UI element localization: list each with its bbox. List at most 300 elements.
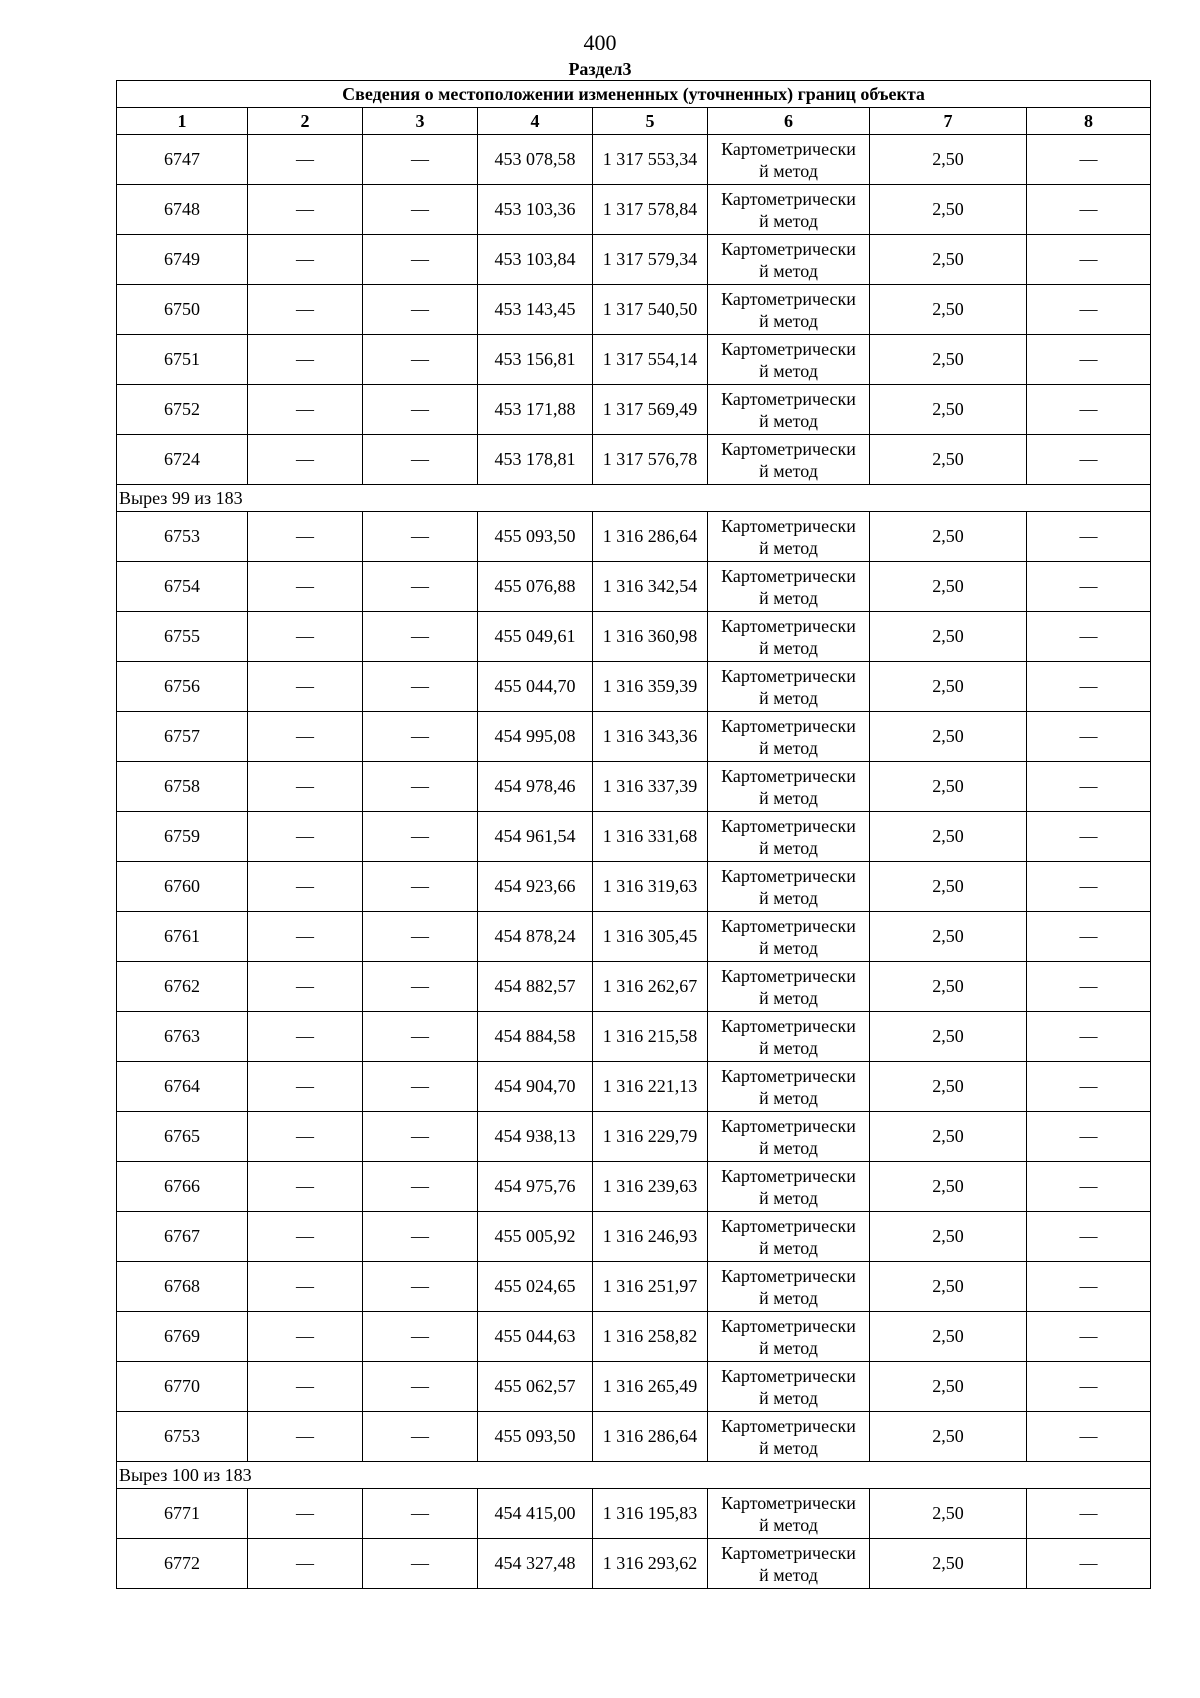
x-coordinate-cell: 453 143,45 (478, 285, 593, 335)
accuracy-cell: 2,50 (870, 1362, 1027, 1412)
column-3-cell: — (363, 762, 478, 812)
y-coordinate-cell: 1 317 554,14 (593, 335, 708, 385)
table-caption: Сведения о местоположении измененных (уточненных) границ объекта (117, 81, 1151, 108)
method-text-line-1: Картометрически (721, 1115, 856, 1136)
cutout-separator-row (117, 485, 1151, 512)
point-number-cell: 6724 (117, 435, 248, 485)
method-text-line-1: Картометрически (721, 238, 856, 259)
x-coordinate-cell: 453 171,88 (478, 385, 593, 435)
y-coordinate-cell: 1 316 286,64 (593, 512, 708, 562)
column-8-cell: — (1027, 1112, 1151, 1162)
method-text-line-2: й метод (759, 887, 818, 908)
column-2-cell: — (248, 1262, 363, 1312)
table-row (117, 1362, 1151, 1412)
point-number-cell: 6748 (117, 185, 248, 235)
column-2-cell: — (248, 1112, 363, 1162)
point-number-cell: 6751 (117, 335, 248, 385)
table-row (117, 1539, 1151, 1589)
method-text-line-1: Картометрически (721, 615, 856, 636)
point-number-cell: 6755 (117, 612, 248, 662)
column-2-cell: — (248, 285, 363, 335)
column-3-cell: — (363, 1112, 478, 1162)
column-3-cell: — (363, 1062, 478, 1112)
cutout-label: Вырез 100 из 183 (117, 1462, 1151, 1489)
column-3-cell: — (363, 912, 478, 962)
column-2-cell: — (248, 812, 363, 862)
point-number-cell: 6769 (117, 1312, 248, 1362)
y-coordinate-cell: 1 317 569,49 (593, 385, 708, 435)
accuracy-cell: 2,50 (870, 612, 1027, 662)
point-number-cell: 6760 (117, 862, 248, 912)
page-number: 400 (583, 30, 617, 55)
method-text-line-2: й метод (759, 987, 818, 1008)
table-row (117, 862, 1151, 912)
method-cell (708, 1262, 870, 1312)
accuracy-cell: 2,50 (870, 512, 1027, 562)
column-3-cell: — (363, 612, 478, 662)
method-text-line-2: й метод (759, 837, 818, 858)
method-text-line-1: Картометрически (721, 1542, 856, 1563)
point-number-cell: 6756 (117, 662, 248, 712)
method-text-line-2: й метод (759, 210, 818, 231)
column-3-cell: — (363, 1262, 478, 1312)
method-cell (708, 1312, 870, 1362)
method-text-line-2: й метод (759, 310, 818, 331)
column-8-cell: — (1027, 185, 1151, 235)
column-2-cell: — (248, 435, 363, 485)
point-number-cell: 6758 (117, 762, 248, 812)
accuracy-cell: 2,50 (870, 1489, 1027, 1539)
column-number: 8 (1027, 108, 1151, 135)
table-row (117, 912, 1151, 962)
method-text-line-1: Картометрически (721, 1315, 856, 1336)
table-row (117, 135, 1151, 185)
point-number-cell: 6766 (117, 1162, 248, 1212)
method-text-line-2: й метод (759, 1437, 818, 1458)
method-text-line-1: Картометрически (721, 138, 856, 159)
method-text-line-1: Картометрически (721, 1015, 856, 1036)
table-row (117, 1012, 1151, 1062)
accuracy-cell: 2,50 (870, 1112, 1027, 1162)
point-number-cell: 6765 (117, 1112, 248, 1162)
y-coordinate-cell: 1 316 246,93 (593, 1212, 708, 1262)
method-text-line-2: й метод (759, 1337, 818, 1358)
accuracy-cell: 2,50 (870, 1212, 1027, 1262)
column-number: 1 (117, 108, 248, 135)
column-3-cell: — (363, 1162, 478, 1212)
column-3-cell: — (363, 1212, 478, 1262)
table-row (117, 185, 1151, 235)
method-text-line-1: Картометрически (721, 915, 856, 936)
point-number-cell: 6749 (117, 235, 248, 285)
column-8-cell: — (1027, 1312, 1151, 1362)
table-body (117, 81, 1151, 1589)
table-row (117, 1112, 1151, 1162)
table-row (117, 335, 1151, 385)
column-3-cell: — (363, 285, 478, 335)
column-2-cell: — (248, 512, 363, 562)
table-row (117, 1162, 1151, 1212)
cutout-separator-row (117, 1462, 1151, 1489)
point-number-cell: 6764 (117, 1062, 248, 1112)
accuracy-cell: 2,50 (870, 562, 1027, 612)
method-text-line-1: Картометрически (721, 438, 856, 459)
accuracy-cell: 2,50 (870, 1412, 1027, 1462)
column-3-cell: — (363, 962, 478, 1012)
method-text-line-1: Картометрически (721, 865, 856, 886)
x-coordinate-cell: 455 062,57 (478, 1362, 593, 1412)
table-row (117, 1489, 1151, 1539)
accuracy-cell: 2,50 (870, 1312, 1027, 1362)
column-3-cell: — (363, 135, 478, 185)
method-text-line-2: й метод (759, 787, 818, 808)
method-text-line-2: й метод (759, 360, 818, 381)
x-coordinate-cell: 453 103,36 (478, 185, 593, 235)
point-number-cell: 6750 (117, 285, 248, 335)
method-text-line-2: й метод (759, 637, 818, 658)
column-3-cell: — (363, 385, 478, 435)
column-2-cell: — (248, 235, 363, 285)
accuracy-cell: 2,50 (870, 185, 1027, 235)
point-number-cell: 6759 (117, 812, 248, 862)
method-text-line-2: й метод (759, 1187, 818, 1208)
method-cell (708, 385, 870, 435)
point-number-cell: 6767 (117, 1212, 248, 1262)
column-8-cell: — (1027, 1212, 1151, 1262)
point-number-cell: 6752 (117, 385, 248, 435)
column-8-cell: — (1027, 385, 1151, 435)
column-8-cell: — (1027, 812, 1151, 862)
column-3-cell: — (363, 1539, 478, 1589)
column-2-cell: — (248, 912, 363, 962)
column-8-cell: — (1027, 1162, 1151, 1212)
x-coordinate-cell: 453 178,81 (478, 435, 593, 485)
method-text-line-2: й метод (759, 1287, 818, 1308)
method-text-line-1: Картометрически (721, 1065, 856, 1086)
x-coordinate-cell: 455 044,63 (478, 1312, 593, 1362)
y-coordinate-cell: 1 316 265,49 (593, 1362, 708, 1412)
column-3-cell: — (363, 812, 478, 862)
method-text-line-1: Картометрически (721, 288, 856, 309)
y-coordinate-cell: 1 316 262,67 (593, 962, 708, 1012)
column-2-cell: — (248, 862, 363, 912)
x-coordinate-cell: 454 938,13 (478, 1112, 593, 1162)
y-coordinate-cell: 1 316 319,63 (593, 862, 708, 912)
method-text-line-1: Картометрически (721, 765, 856, 786)
y-coordinate-cell: 1 316 286,64 (593, 1412, 708, 1462)
y-coordinate-cell: 1 316 331,68 (593, 812, 708, 862)
accuracy-cell: 2,50 (870, 385, 1027, 435)
accuracy-cell: 2,50 (870, 812, 1027, 862)
column-2-cell: — (248, 562, 363, 612)
method-cell (708, 1362, 870, 1412)
method-cell (708, 712, 870, 762)
method-cell (708, 512, 870, 562)
column-number: 7 (870, 108, 1027, 135)
table-row (117, 812, 1151, 862)
table-row (117, 512, 1151, 562)
accuracy-cell: 2,50 (870, 335, 1027, 385)
table-row (117, 962, 1151, 1012)
method-text-line-1: Картометрически (721, 1215, 856, 1236)
method-text-line-1: Картометрически (721, 715, 856, 736)
column-2-cell: — (248, 185, 363, 235)
method-text-line-2: й метод (759, 460, 818, 481)
method-text-line-2: й метод (759, 1087, 818, 1108)
column-number: 6 (708, 108, 870, 135)
method-cell (708, 335, 870, 385)
method-text-line-2: й метод (759, 260, 818, 281)
column-number: 5 (593, 108, 708, 135)
y-coordinate-cell: 1 316 359,39 (593, 662, 708, 712)
x-coordinate-cell: 453 156,81 (478, 335, 593, 385)
column-2-cell: — (248, 1162, 363, 1212)
method-cell (708, 1489, 870, 1539)
method-text-line-1: Картометрически (721, 1265, 856, 1286)
point-number-cell: 6754 (117, 562, 248, 612)
method-text-line-2: й метод (759, 1037, 818, 1058)
y-coordinate-cell: 1 316 293,62 (593, 1539, 708, 1589)
accuracy-cell: 2,50 (870, 662, 1027, 712)
y-coordinate-cell: 1 316 215,58 (593, 1012, 708, 1062)
x-coordinate-cell: 455 076,88 (478, 562, 593, 612)
accuracy-cell: 2,50 (870, 135, 1027, 185)
point-number-cell: 6772 (117, 1539, 248, 1589)
x-coordinate-cell: 454 878,24 (478, 912, 593, 962)
point-number-cell: 6761 (117, 912, 248, 962)
point-number-cell: 6747 (117, 135, 248, 185)
table-row (117, 612, 1151, 662)
y-coordinate-cell: 1 316 229,79 (593, 1112, 708, 1162)
y-coordinate-cell: 1 316 221,13 (593, 1062, 708, 1112)
y-coordinate-cell: 1 317 540,50 (593, 285, 708, 335)
table-row (117, 762, 1151, 812)
method-text-line-1: Картометрически (721, 565, 856, 586)
method-text-line-2: й метод (759, 687, 818, 708)
method-cell (708, 762, 870, 812)
column-8-cell: — (1027, 962, 1151, 1012)
column-8-cell: — (1027, 285, 1151, 335)
y-coordinate-cell: 1 316 343,36 (593, 712, 708, 762)
column-8-cell: — (1027, 235, 1151, 285)
column-2-cell: — (248, 712, 363, 762)
x-coordinate-cell: 454 904,70 (478, 1062, 593, 1112)
column-3-cell: — (363, 1312, 478, 1362)
column-3-cell: — (363, 712, 478, 762)
point-number-cell: 6771 (117, 1489, 248, 1539)
column-number: 4 (478, 108, 593, 135)
x-coordinate-cell: 455 093,50 (478, 1412, 593, 1462)
accuracy-cell: 2,50 (870, 1539, 1027, 1589)
table-row (117, 712, 1151, 762)
x-coordinate-cell: 454 978,46 (478, 762, 593, 812)
method-cell (708, 285, 870, 335)
accuracy-cell: 2,50 (870, 1012, 1027, 1062)
column-2-cell: — (248, 1489, 363, 1539)
y-coordinate-cell: 1 317 578,84 (593, 185, 708, 235)
x-coordinate-cell: 453 103,84 (478, 235, 593, 285)
method-cell (708, 662, 870, 712)
y-coordinate-cell: 1 316 251,97 (593, 1262, 708, 1312)
x-coordinate-cell: 454 327,48 (478, 1539, 593, 1589)
method-cell (708, 812, 870, 862)
method-text-line-1: Картометрически (721, 515, 856, 536)
cutout-label: Вырез 99 из 183 (117, 485, 1151, 512)
column-3-cell: — (363, 512, 478, 562)
table-row (117, 662, 1151, 712)
column-3-cell: — (363, 235, 478, 285)
method-cell (708, 185, 870, 235)
method-text-line-1: Картометрически (721, 338, 856, 359)
x-coordinate-cell: 454 884,58 (478, 1012, 593, 1062)
column-3-cell: — (363, 335, 478, 385)
column-3-cell: — (363, 1412, 478, 1462)
method-cell (708, 1062, 870, 1112)
x-coordinate-cell: 455 005,92 (478, 1212, 593, 1262)
table-row (117, 1262, 1151, 1312)
accuracy-cell: 2,50 (870, 912, 1027, 962)
column-8-cell: — (1027, 862, 1151, 912)
accuracy-cell: 2,50 (870, 235, 1027, 285)
column-3-cell: — (363, 862, 478, 912)
column-2-cell: — (248, 1212, 363, 1262)
column-8-cell: — (1027, 1262, 1151, 1312)
method-text-line-2: й метод (759, 1564, 818, 1585)
column-2-cell: — (248, 1362, 363, 1412)
column-8-cell: — (1027, 435, 1151, 485)
column-8-cell: — (1027, 662, 1151, 712)
table-caption-row (117, 81, 1151, 108)
x-coordinate-cell: 455 049,61 (478, 612, 593, 662)
method-text-line-1: Картометрически (721, 1165, 856, 1186)
column-3-cell: — (363, 662, 478, 712)
method-text-line-2: й метод (759, 160, 818, 181)
accuracy-cell: 2,50 (870, 962, 1027, 1012)
column-8-cell: — (1027, 562, 1151, 612)
y-coordinate-cell: 1 316 342,54 (593, 562, 708, 612)
column-number-row (117, 108, 1151, 135)
column-8-cell: — (1027, 335, 1151, 385)
column-3-cell: — (363, 185, 478, 235)
x-coordinate-cell: 455 044,70 (478, 662, 593, 712)
method-cell (708, 962, 870, 1012)
column-2-cell: — (248, 1312, 363, 1362)
column-2-cell: — (248, 962, 363, 1012)
column-8-cell: — (1027, 1062, 1151, 1112)
point-number-cell: 6768 (117, 1262, 248, 1312)
column-2-cell: — (248, 612, 363, 662)
column-3-cell: — (363, 1012, 478, 1062)
column-8-cell: — (1027, 1489, 1151, 1539)
x-coordinate-cell: 453 078,58 (478, 135, 593, 185)
column-8-cell: — (1027, 1362, 1151, 1412)
method-text-line-2: й метод (759, 1387, 818, 1408)
method-cell (708, 1112, 870, 1162)
method-text-line-2: й метод (759, 737, 818, 758)
accuracy-cell: 2,50 (870, 1062, 1027, 1112)
table-row (117, 285, 1151, 335)
method-text-line-2: й метод (759, 1137, 818, 1158)
method-cell (708, 135, 870, 185)
accuracy-cell: 2,50 (870, 285, 1027, 335)
x-coordinate-cell: 454 995,08 (478, 712, 593, 762)
accuracy-cell: 2,50 (870, 762, 1027, 812)
accuracy-cell: 2,50 (870, 1262, 1027, 1312)
column-8-cell: — (1027, 612, 1151, 662)
column-8-cell: — (1027, 1412, 1151, 1462)
method-cell (708, 862, 870, 912)
table-row (117, 1062, 1151, 1112)
y-coordinate-cell: 1 316 305,45 (593, 912, 708, 962)
point-number-cell: 6753 (117, 1412, 248, 1462)
column-8-cell: — (1027, 135, 1151, 185)
table-row (117, 1312, 1151, 1362)
column-8-cell: — (1027, 912, 1151, 962)
method-text-line-2: й метод (759, 587, 818, 608)
y-coordinate-cell: 1 316 258,82 (593, 1312, 708, 1362)
y-coordinate-cell: 1 316 337,39 (593, 762, 708, 812)
method-text-line-2: й метод (759, 410, 818, 431)
coordinates-table (116, 80, 1151, 1589)
y-coordinate-cell: 1 317 576,78 (593, 435, 708, 485)
column-3-cell: — (363, 562, 478, 612)
x-coordinate-cell: 455 024,65 (478, 1262, 593, 1312)
method-text-line-1: Картометрически (721, 1365, 856, 1386)
x-coordinate-cell: 454 975,76 (478, 1162, 593, 1212)
x-coordinate-cell: 454 961,54 (478, 812, 593, 862)
accuracy-cell: 2,50 (870, 712, 1027, 762)
method-cell (708, 612, 870, 662)
column-2-cell: — (248, 385, 363, 435)
column-2-cell: — (248, 1412, 363, 1462)
x-coordinate-cell: 454 923,66 (478, 862, 593, 912)
method-text-line-1: Картометрически (721, 665, 856, 686)
method-cell (708, 1162, 870, 1212)
column-2-cell: — (248, 135, 363, 185)
method-cell (708, 1412, 870, 1462)
method-text-line-2: й метод (759, 1237, 818, 1258)
section-title: Раздел3 (568, 59, 632, 79)
column-2-cell: — (248, 335, 363, 385)
method-text-line-1: Картометрически (721, 188, 856, 209)
method-cell (708, 912, 870, 962)
method-text-line-1: Картометрически (721, 965, 856, 986)
y-coordinate-cell: 1 317 553,34 (593, 135, 708, 185)
accuracy-cell: 2,50 (870, 435, 1027, 485)
column-8-cell: — (1027, 1539, 1151, 1589)
x-coordinate-cell: 454 415,00 (478, 1489, 593, 1539)
column-3-cell: — (363, 1362, 478, 1412)
method-cell (708, 1539, 870, 1589)
column-2-cell: — (248, 1012, 363, 1062)
method-text-line-2: й метод (759, 937, 818, 958)
y-coordinate-cell: 1 316 239,63 (593, 1162, 708, 1212)
point-number-cell: 6763 (117, 1012, 248, 1062)
table-row (117, 1412, 1151, 1462)
method-cell (708, 235, 870, 285)
x-coordinate-cell: 455 093,50 (478, 512, 593, 562)
point-number-cell: 6762 (117, 962, 248, 1012)
column-3-cell: — (363, 1489, 478, 1539)
table-row (117, 435, 1151, 485)
point-number-cell: 6753 (117, 512, 248, 562)
table-row (117, 562, 1151, 612)
column-8-cell: — (1027, 712, 1151, 762)
method-text-line-1: Картометрически (721, 1415, 856, 1436)
column-2-cell: — (248, 662, 363, 712)
y-coordinate-cell: 1 316 360,98 (593, 612, 708, 662)
method-text-line-1: Картометрически (721, 815, 856, 836)
